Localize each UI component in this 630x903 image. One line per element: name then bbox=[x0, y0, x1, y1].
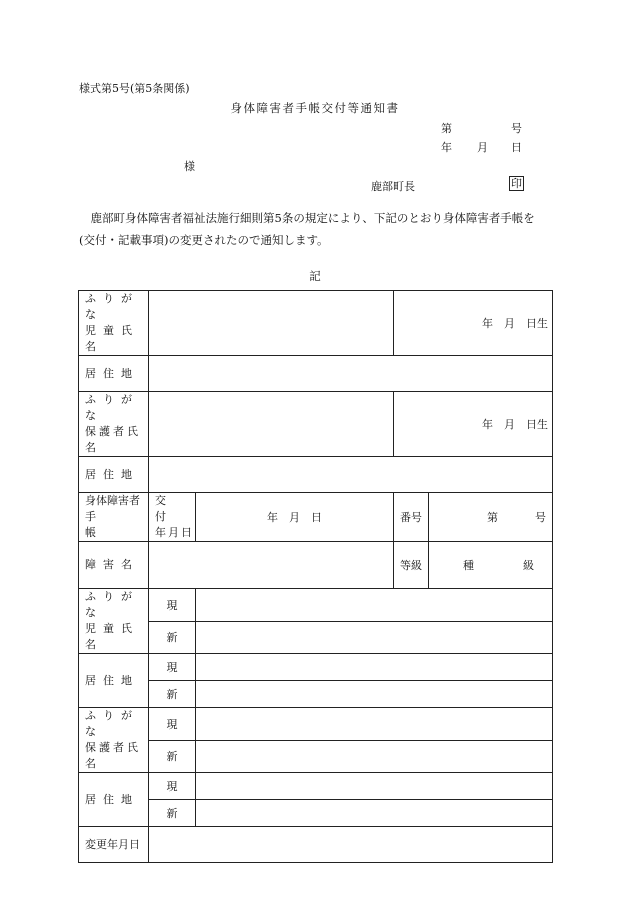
addressee-suffix: 様 bbox=[184, 160, 195, 173]
number-dai: 第 bbox=[441, 122, 452, 135]
change-child-name-current-row bbox=[79, 589, 553, 622]
change-child-name-label: ふりがな 児童氏名 bbox=[79, 589, 149, 654]
change-child-name-new-value[interactable] bbox=[196, 621, 553, 654]
guardian-name-label: ふりがな 保護者氏名 bbox=[79, 392, 149, 457]
change-guardian-name-current-row bbox=[79, 708, 553, 741]
date-year: 年 bbox=[441, 141, 452, 154]
change-guardian-residence-new-row bbox=[79, 800, 553, 827]
guardian-birth-date[interactable]: 年 月 日生 bbox=[394, 392, 553, 457]
disability-name-label: 障害名 bbox=[79, 542, 149, 589]
disability-row bbox=[79, 542, 553, 589]
change-guardian-name-new-row bbox=[79, 740, 553, 773]
disability-name-value[interactable] bbox=[149, 542, 394, 589]
current-label: 現 bbox=[149, 654, 196, 681]
new-label: 新 bbox=[149, 681, 196, 708]
change-guardian-name-current-value[interactable] bbox=[196, 708, 553, 741]
child-residence-value[interactable] bbox=[149, 356, 553, 392]
document-title: 身体障害者手帳交付等通知書 bbox=[230, 101, 400, 115]
change-child-residence-current-value[interactable] bbox=[196, 654, 553, 681]
change-guardian-residence-current-row bbox=[79, 773, 553, 800]
child-name-value[interactable] bbox=[149, 291, 394, 356]
guardian-residence-label: 居住地 bbox=[79, 457, 149, 493]
issue-date-value[interactable]: 年 月 日 bbox=[196, 493, 394, 542]
new-label: 新 bbox=[149, 740, 196, 773]
change-child-residence-new-value[interactable] bbox=[196, 681, 553, 708]
current-label: 現 bbox=[149, 773, 196, 800]
change-guardian-residence-label: 居住地 bbox=[79, 773, 149, 827]
notification-table bbox=[78, 290, 553, 863]
number-go: 号 bbox=[511, 122, 522, 135]
techo-label: 身体障害者 手帳 bbox=[79, 493, 149, 542]
grade-value[interactable]: 種 級 bbox=[429, 542, 553, 589]
change-child-name-current-value[interactable] bbox=[196, 589, 553, 622]
change-child-residence-current-row bbox=[79, 654, 553, 681]
body-text bbox=[79, 207, 559, 251]
body-line-2: (交付・記載事項)の変更されたので通知します。 bbox=[79, 233, 329, 247]
current-label: 現 bbox=[149, 589, 196, 622]
form-id: 様式第5号(第5条関係) bbox=[79, 82, 190, 95]
issue-date-label: 交付 年月日 bbox=[149, 493, 196, 542]
new-label: 新 bbox=[149, 621, 196, 654]
change-date-row bbox=[79, 827, 553, 863]
change-guardian-residence-current-value[interactable] bbox=[196, 773, 553, 800]
child-name-row bbox=[79, 291, 553, 356]
guardian-residence-value[interactable] bbox=[149, 457, 553, 493]
body-line-1: 鹿部町身体障害者福祉法施行細則第5条の規定により、下記のとおり身体障害者手帳を bbox=[90, 211, 535, 225]
ki-heading: 記 bbox=[309, 269, 321, 283]
date-day: 日 bbox=[511, 141, 522, 154]
change-guardian-name-new-value[interactable] bbox=[196, 740, 553, 773]
number-value[interactable]: 第 号 bbox=[429, 493, 553, 542]
date-month: 月 bbox=[477, 141, 488, 154]
number-label: 番号 bbox=[394, 493, 429, 542]
child-residence-label: 居住地 bbox=[79, 356, 149, 392]
new-label: 新 bbox=[149, 800, 196, 827]
grade-label: 等級 bbox=[394, 542, 429, 589]
change-child-name-new-row bbox=[79, 621, 553, 654]
change-child-residence-label: 居住地 bbox=[79, 654, 149, 708]
child-name-label: ふりがな 児童氏名 bbox=[79, 291, 149, 356]
change-date-value[interactable] bbox=[149, 827, 553, 863]
techo-row bbox=[79, 493, 553, 542]
seal-mark: 印 bbox=[511, 177, 522, 190]
guardian-name-row bbox=[79, 392, 553, 457]
guardian-residence-row bbox=[79, 457, 553, 493]
change-date-label: 変更年月日 bbox=[79, 827, 149, 863]
issuer-name: 鹿部町長 bbox=[371, 180, 415, 193]
child-birth-date[interactable]: 年 月 日生 bbox=[394, 291, 553, 356]
current-label: 現 bbox=[149, 708, 196, 741]
change-guardian-residence-new-value[interactable] bbox=[196, 800, 553, 827]
child-residence-row bbox=[79, 356, 553, 392]
guardian-name-value[interactable] bbox=[149, 392, 394, 457]
change-guardian-name-label: ふりがな 保護者氏名 bbox=[79, 708, 149, 773]
change-child-residence-new-row bbox=[79, 681, 553, 708]
